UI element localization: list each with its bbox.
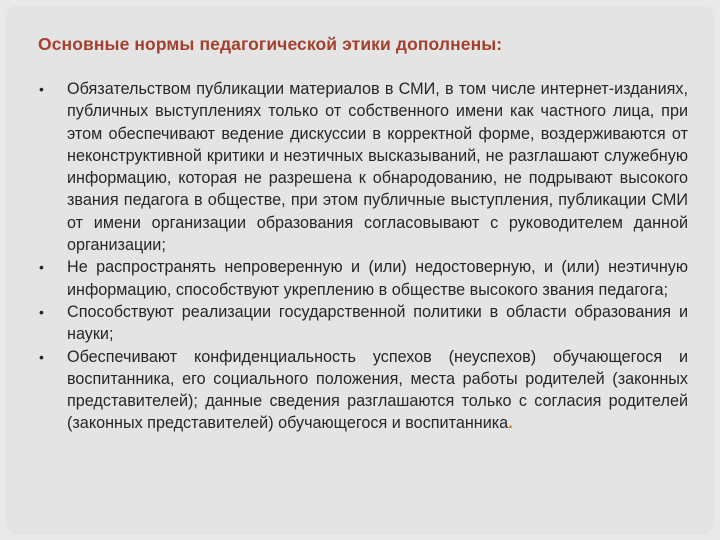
bullet-text: Обязательством публикации материалов в СМИ, в том числе интернет-изданиях, публичных выступлениях только от собственного имени как частного лица, при этом обеспечивают ведение дискуссии в корректной форме, воздерживаются от неконструктивной критики и неэтичных высказываний, не разглашают служебную информацию, которая не разрешена к обнародованию, не подрывают высокого звания педагога в обществе, при этом публичные выступления, публикации СМИ от имени организации образования согласовывают с руководителем данной организации; xyxy=(67,80,688,255)
bullet-icon: • xyxy=(39,348,44,365)
bullet-item xyxy=(38,301,688,346)
bullet-icon: • xyxy=(39,303,44,320)
slide xyxy=(7,7,713,533)
bullet-item xyxy=(38,256,688,301)
bullet-item xyxy=(38,346,688,435)
bullet-icon: • xyxy=(39,81,44,97)
bullet-text: Не распространять непроверенную и (или) недостоверную, и (или) неэтичную информацию, способствуют укреплению в обществе высокого звания педагога; xyxy=(67,258,688,299)
bullet-list xyxy=(38,78,688,435)
bullet-icon: • xyxy=(39,259,44,276)
final-period: . xyxy=(508,414,513,433)
bullet-text: Обеспечивают конфиденциальность успехов (неуспехов) обучающегося и воспитанника, его социального положения, места работы родителей (законных представителей); данные сведения разглашаются только с согласия родителей (законных представителей) обучающегося и воспитанника xyxy=(67,347,688,433)
slide-title: Основные нормы педагогической этики дополнены: xyxy=(38,34,503,54)
bullet-text: Способствуют реализации государственной политики в области образования и науки; xyxy=(67,302,688,344)
bullet-item xyxy=(38,78,688,256)
